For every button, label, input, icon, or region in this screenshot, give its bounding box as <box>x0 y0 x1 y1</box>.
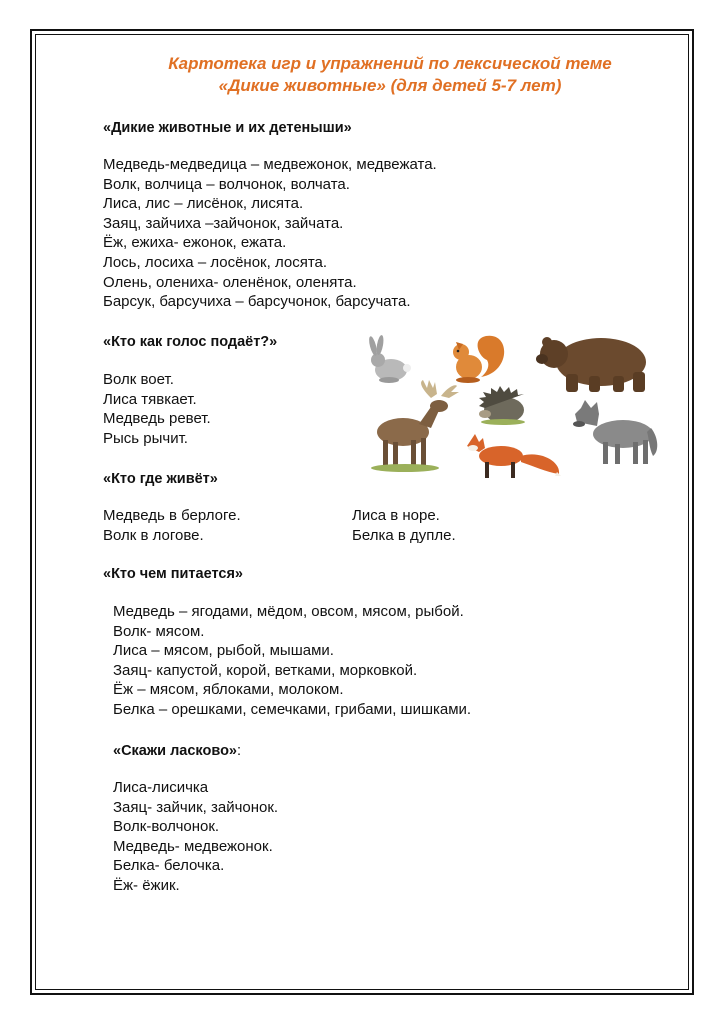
list-item: Заяц, зайчиха –зайчонок, зайчата. <box>103 214 344 232</box>
list-item: Лиса тявкает. <box>103 390 197 408</box>
section-young-list <box>103 155 437 312</box>
wolf-icon <box>573 400 657 464</box>
list-item: Лиса в норе. <box>352 507 440 524</box>
list-item: Волк в логове. <box>103 526 204 544</box>
wild-animals-illustration <box>361 322 661 482</box>
fox-icon <box>467 434 561 478</box>
list-item: Медведь – ягодами, мёдом, овсом, мясом, рыбой. <box>113 603 464 620</box>
section-heading-diminutive <box>113 742 241 760</box>
section-heading-habitats: «Кто где живёт» <box>103 471 218 487</box>
list-item: Белка – орешками, семечками, грибами, шишками. <box>113 700 472 718</box>
heading-colon: : <box>237 743 242 759</box>
list-item: Заяц- капустой, корой, ветками, морковкой. <box>113 661 418 679</box>
list-item: Белка в дупле. <box>352 526 456 544</box>
title-line-2: «Дикие животные» (для детей 5-7 лет) <box>218 76 562 95</box>
section-habitats-right <box>352 506 456 545</box>
list-item: Медведь ревет. <box>103 410 211 428</box>
hedgehog-icon <box>479 386 525 425</box>
list-item: Лось, лосиха – лосёнок, лосята. <box>103 253 328 271</box>
section-food-list <box>113 602 471 720</box>
list-item: Лиса – мясом, рыбой, мышами. <box>113 642 334 660</box>
list-item: Волк-волчонок. <box>113 818 220 836</box>
list-item: Ёж – мясом, яблоками, молоком. <box>113 681 344 699</box>
list-item: Лиса-лисичка <box>113 779 209 796</box>
list-item: Медведь в берлоге. <box>103 507 241 524</box>
list-item: Барсук, барсучиха – барсучонок, барсучата. <box>103 293 411 311</box>
title-line-1: Картотека игр и упражнений по лексической теме <box>168 54 612 73</box>
list-item: Рысь рычит. <box>103 429 188 447</box>
section-diminutive-list <box>113 778 278 896</box>
bear-icon <box>536 337 646 392</box>
section-habitats-left <box>103 506 241 545</box>
list-item: Ёж, ежиха- ежонок, ежата. <box>103 234 287 252</box>
list-item: Медведь-медведица – медвежонок, медвежата. <box>103 156 437 173</box>
list-item: Белка- белочка. <box>113 857 225 875</box>
section-heading-voices: «Кто как голос подаёт?» <box>103 334 278 350</box>
rabbit-icon <box>368 335 411 383</box>
section-voices-list <box>103 370 211 448</box>
moose-icon <box>371 380 459 472</box>
list-item: Лиса, лис – лисёнок, лисята. <box>103 195 304 213</box>
section-heading-diminutive-text: «Скажи ласково» <box>113 743 237 759</box>
section-heading-young: «Дикие животные и их детеныши» <box>103 120 352 136</box>
list-item: Медведь- медвежонок. <box>113 837 273 855</box>
squirrel-icon <box>453 336 504 383</box>
section-heading-food: «Кто чем питается» <box>103 566 243 582</box>
list-item: Волк, волчица – волчонок, волчата. <box>103 175 350 193</box>
list-item: Волк воет. <box>103 371 174 388</box>
list-item: Олень, олениха- оленёнок, оленята. <box>103 273 357 291</box>
list-item: Ёж- ёжик. <box>113 876 180 894</box>
list-item: Заяц- зайчик, зайчонок. <box>113 798 279 816</box>
list-item: Волк- мясом. <box>113 622 205 640</box>
